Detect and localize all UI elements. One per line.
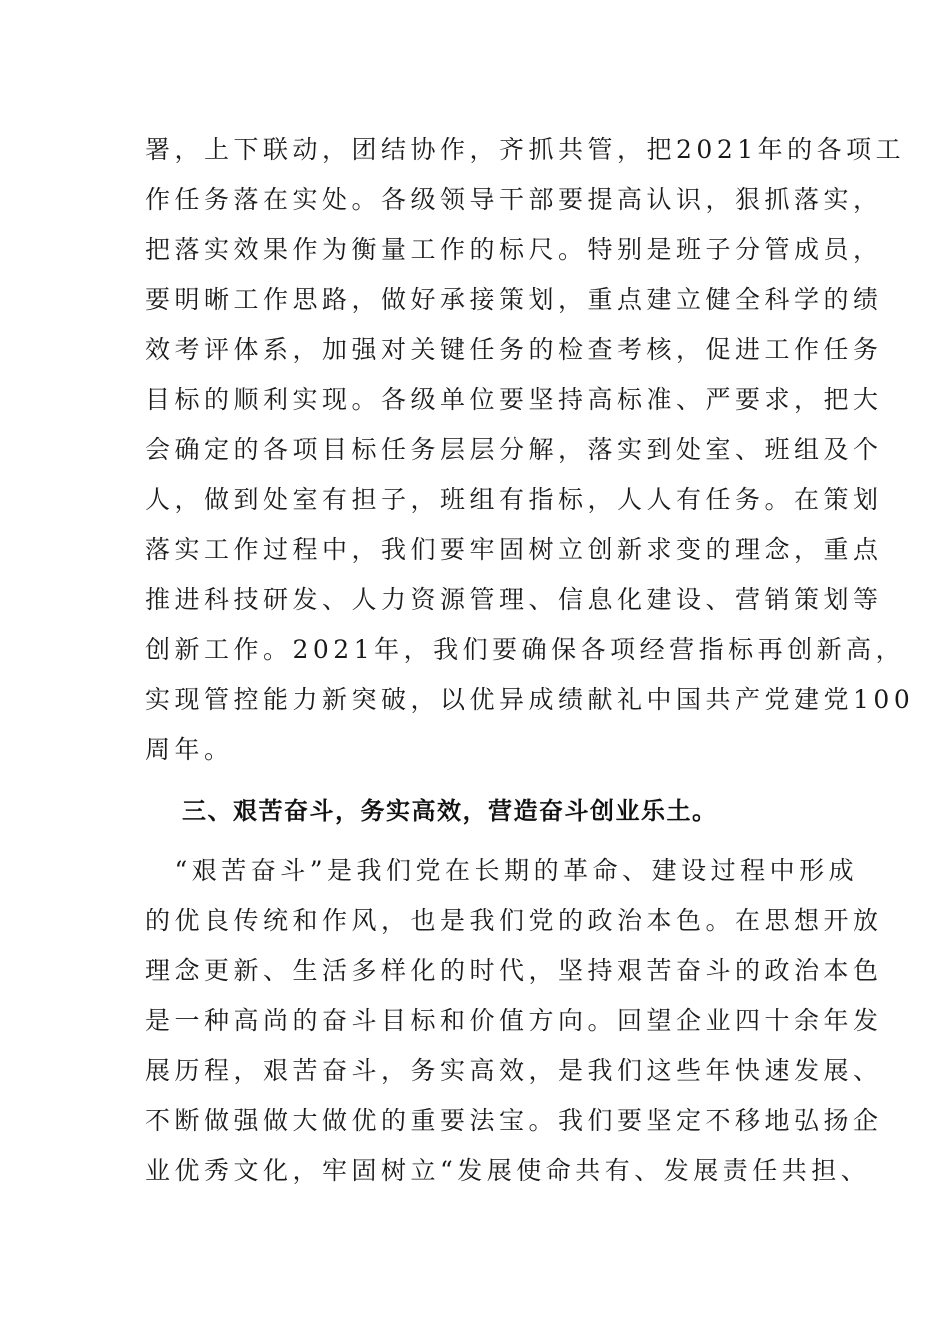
paragraph-line: 理念更新、生活多样化的时代，坚持艰苦奋斗的政治本色 <box>145 956 883 985</box>
body-paragraph-2 <box>145 846 883 1196</box>
paragraph-line: 周年。 <box>145 735 234 764</box>
paragraph-line: 会确定的各项目标任务层层分解，落实到处室、班组及个 <box>145 435 883 464</box>
paragraph-line: 署，上下联动，团结协作，齐抓共管，把2021年的各项工 <box>145 135 906 164</box>
paragraph-line: 人，做到处室有担子，班组有指标，人人有任务。在策划 <box>145 485 883 514</box>
paragraph-line: 展历程，艰苦奋斗，务实高效，是我们这些年快速发展、 <box>145 1056 883 1085</box>
paragraph-line: 创新工作。2021年，我们要确保各项经营指标再创新高， <box>145 635 906 664</box>
paragraph-line: 要明晰工作思路，做好承接策划，重点建立健全科学的绩 <box>145 285 883 314</box>
paragraph-line: 落实工作过程中，我们要牢固树立创新求变的理念，重点 <box>145 535 883 564</box>
paragraph-line: 目标的顺利实现。各级单位要坚持高标准、严要求，把大 <box>145 385 883 414</box>
paragraph-line: 不断做强做大做优的重要法宝。我们要坚定不移地弘扬企 <box>145 1106 883 1135</box>
paragraph-line: 把落实效果作为衡量工作的标尺。特别是班子分管成员， <box>145 235 883 264</box>
paragraph-line: “艰苦奋斗”是我们党在长期的革命、建设过程中形成 <box>145 856 859 885</box>
paragraph-line: 业优秀文化，牢固树立“发展使命共有、发展责任共担、 <box>145 1156 871 1185</box>
paragraph-line: 实现管控能力新突破，以优异成绩献礼中国共产党建党100 <box>145 685 915 714</box>
body-paragraph-1 <box>145 125 915 775</box>
paragraph-line: 效考评体系，加强对关键任务的检查考核，促进工作任务 <box>145 335 883 364</box>
paragraph-line: 推进科技研发、人力资源管理、信息化建设、营销策划等 <box>145 585 883 614</box>
paragraph-line: 是一种高尚的奋斗目标和价值方向。回望企业四十余年发 <box>145 1006 883 1035</box>
paragraph-line: 的优良传统和作风，也是我们党的政治本色。在思想开放 <box>145 906 883 935</box>
paragraph-line: 作任务落在实处。各级领导干部要提高认识，狠抓落实， <box>145 185 883 214</box>
section-heading: 三、艰苦奋斗，务实高效，营造奋斗创业乐土。 <box>182 797 718 825</box>
